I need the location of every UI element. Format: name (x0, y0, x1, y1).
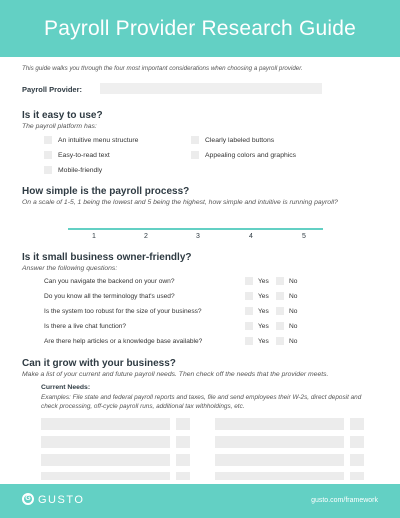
need-input[interactable] (215, 418, 344, 430)
yes-label: Yes (258, 278, 269, 285)
question-text: Can you navigate the backend on your own? (44, 278, 175, 285)
need-input[interactable] (215, 472, 344, 480)
yes-label: Yes (258, 293, 269, 300)
no-label: No (289, 323, 298, 330)
scale-line (68, 228, 323, 230)
need-checkbox[interactable] (176, 418, 190, 430)
need-checkbox[interactable] (350, 454, 364, 466)
need-checkbox[interactable] (176, 472, 190, 480)
need-input[interactable] (41, 418, 170, 430)
need-checkbox[interactable] (350, 472, 364, 480)
no-checkbox[interactable] (276, 292, 284, 300)
need-input[interactable] (215, 454, 344, 466)
no-label: No (289, 338, 298, 345)
option-label: Easy-to-read text (58, 152, 110, 159)
checkbox-mobile-friendly[interactable] (44, 166, 52, 174)
section4-subtitle: Make a list of your current and future payroll needs. Then check off the needs that the provider meets. (22, 371, 329, 378)
need-checkbox[interactable] (350, 418, 364, 430)
scale-option-5[interactable]: 5 (302, 233, 306, 240)
no-checkbox[interactable] (276, 277, 284, 285)
question-text: Are there help articles or a knowledge base available? (44, 338, 203, 345)
current-needs-examples: Examples: File state and federal payroll reports and taxes, file and send employees their W-2s, direct deposit and check processing, off-cycle payroll runs, additional tax withholdings, etc. (41, 394, 362, 410)
no-label: No (289, 308, 298, 315)
need-checkbox[interactable] (176, 436, 190, 448)
yes-checkbox[interactable] (245, 292, 253, 300)
checkbox-easy-text[interactable] (44, 151, 52, 159)
checkbox-appealing-colors[interactable] (191, 151, 199, 159)
section2-subtitle: On a scale of 1-5, 1 being the lowest and 5 being the highest, how simple and intuitive is running payroll? (22, 199, 338, 206)
section1-subtitle: The payroll platform has: (22, 123, 97, 130)
question-text: Is the system too robust for the size of your business? (44, 308, 202, 315)
checkbox-intuitive-menu[interactable] (44, 136, 52, 144)
scale-option-2[interactable]: 2 (144, 233, 148, 240)
scale-option-1[interactable]: 1 (92, 233, 96, 240)
need-input[interactable] (41, 436, 170, 448)
checkbox-labeled-buttons[interactable] (191, 136, 199, 144)
need-input[interactable] (215, 436, 344, 448)
section3-title: Is it small business owner-friendly? (22, 252, 192, 263)
provider-input[interactable] (100, 83, 322, 94)
no-checkbox[interactable] (276, 307, 284, 315)
option-label: An intuitive menu structure (58, 137, 139, 144)
yes-checkbox[interactable] (245, 337, 253, 345)
section3-subtitle: Answer the following questions: (22, 265, 118, 272)
option-label: Clearly labeled buttons (205, 137, 275, 144)
option-label: Appealing colors and graphics (205, 152, 297, 159)
gusto-logo-icon: G (22, 493, 34, 505)
yes-label: Yes (258, 308, 269, 315)
no-label: No (289, 278, 298, 285)
page-title: Payroll Provider Research Guide (43, 16, 356, 40)
question-text: Do you know all the terminology that's used? (44, 293, 175, 300)
gusto-logo: GUSTO (38, 494, 85, 506)
scale-option-4[interactable]: 4 (249, 233, 253, 240)
provider-label: Payroll Provider: (22, 85, 83, 94)
question-text: Is there a live chat function? (44, 323, 127, 330)
yes-checkbox[interactable] (245, 307, 253, 315)
current-needs-label: Current Needs: (41, 384, 91, 391)
no-label: No (289, 293, 298, 300)
yes-checkbox[interactable] (245, 277, 253, 285)
option-label: Mobile-friendly (58, 167, 103, 174)
need-input[interactable] (41, 472, 170, 480)
yes-label: Yes (258, 323, 269, 330)
section2-title: How simple is the payroll process? (22, 186, 190, 197)
no-checkbox[interactable] (276, 322, 284, 330)
header-banner (0, 0, 400, 57)
section4-title: Can it grow with your business? (22, 358, 176, 369)
yes-label: Yes (258, 338, 269, 345)
need-checkbox[interactable] (350, 436, 364, 448)
yes-checkbox[interactable] (245, 322, 253, 330)
scale-option-3[interactable]: 3 (196, 233, 200, 240)
need-checkbox[interactable] (176, 454, 190, 466)
intro-text: This guide walks you through the four most important considerations when choosing a payroll provider. (22, 65, 303, 72)
footer-url[interactable]: gusto.com/framework (311, 497, 378, 504)
no-checkbox[interactable] (276, 337, 284, 345)
section1-title: Is it easy to use? (22, 110, 103, 121)
need-input[interactable] (41, 454, 170, 466)
